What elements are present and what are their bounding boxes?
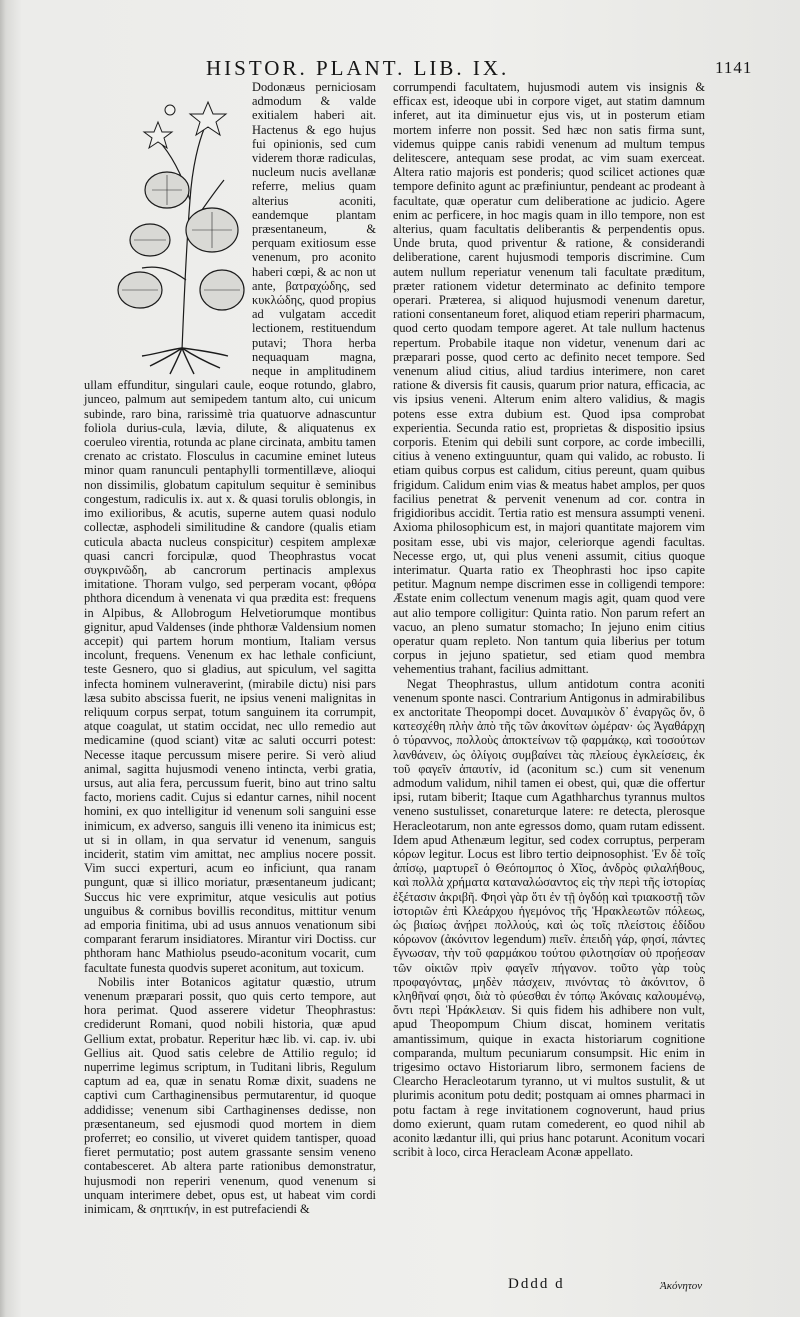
plant-illustration [112,80,246,376]
running-title: HISTOR. PLANT. LIB. IX. [206,56,510,80]
catchword: Ἀκόνητον [660,1280,703,1292]
left-column [84,80,376,1216]
right-paragraph-2: Negat Theophrastus, ullum antidotum contra aconiti venenum sponte nasci. Contrarium Antigonus in admirabilibus ex anctoritate Theopompi docet. Δυναμικὸν δ᾽ ἐναργῶς ὄν, ὃ κατεσχέθη πλὴν ἀπὸ τῆς τῶν ἀκονίτων ὠμέραν· ὡς Ἀγαθάρχη ὁ τύραννος, πολλοὺς ἀποκτείνων τῷ φαρμάκῳ, καὶ τοσούτων λανθάνειν, ὡς ὀλίγοις συμβαίνει τὰς πλείους ἐγκλείσεις, ἐκ τοῦ φαγεῖν ἀπαυτίν, id (aconitum sc.) cum sit venenum admodum validum, nihil tamen ei obest, qui, quæ die offertur ipsi, rutam biberit; Itaque cum Agathharchus tyrannus multos veneno sustulisset, conareturque latere: re detecta, plerosque Heracleotarum, non ante egressos domo, quam rutam edissent. Idem apud Athenæum legitur, sed codex corruptus, perperam κόρων legitur. Locus est libro tertio deipnosophist. Ἐν δὲ τοῖς ἀπίσῳ, μαρτυρεῖ ὁ Θεόπομπος ὁ Χῖος, ἀνδρὸς φιλαλήθους, καὶ πολλὰ χρήματα καταναλώσαντος εἰς τὴν περὶ τῆς ἱστορίας ἐξέτασιν ἀκριβῆ. Φησὶ γὰρ ὅτι ἐν τῇ ὀγδόῃ καὶ τριακοστῇ τῶν ἱστοριῶν ἐπὶ Κλεάρχου ἡγεμόνος τῆς Ἡρακλεωτῶν πόλεως, ὡς βιαίως ἀνῄρει πολλούς, καὶ ὡς τοῖς πλείστοις ἐδίδου κόρωνον (ἀκόνιτον legendum) πιεῖν. ἐπειδὴ γάρ, φησί, πάντες ἔγνωσαν, τὴν τοῦ φαρμάκου τούτου φιλοτησίαν οὐ προῄεσαν τῶν οἰκιῶν πρὶν φαγεῖν πήγανον. τοῦτο γὰρ τοὺς προφαγόντας, μηδὲν πάσχειν, πινόντας τὸ ἀκόνιτον, ὃ κληθῆναί φησι, διὰ τὸ φύεσθαι ἐν τόπῳ Ἀκόναις καλουμένῳ, ὄντι περὶ Ἡράκλειαν. Si quis fidem his adhibere non vult, apud Theopompum Chium discat, hominem veritatis amantissimum, quique in exacta historiarum cognitione comparanda, multum pecuniarum consumpsit. Hic enim in trigesimo octavo Historiarum libro, sermonem faciens de Clearcho Heracleotarum tyranno, ut vi multos sustulit, & ut plurimis aconitum potu dedit; postquam ai omnes pharmaci in potu factam à rege invitationem cognoverunt, haud prius domo exierunt, quam rutam comederent, eo quod nihil ab aconito lædantur illi, qui prius hanc potarunt. Aconitum vocari scribit à loco, circa Heracleam Aconæ appellato. [393,676,705,1160]
right-column [393,80,705,1159]
right-paragraph-1: corrumpendi facultatem, hujusmodi autem vis insignis & efficax est, ideoque ubi in corpore viget, aut statim damnum inferet, aut ita diminuetur ejus vis, ut in posterum etiam mortem inferre non possit. Sed hæc non satis firma sunt, videmus quippe canis rabidi venenum ad multum tempus delitescere, antequam sese prodat, ac vim suam exerceat. Altera ratio majoris est ponderis; quod scilicet actiones quæ tempore definito agunt ac præfiniuntur, pendeant ac prodeant à facultate, quæ operatur cum deliberatione ac judicio. Agere enim ac perficere, in hoc magis quam in illo tempore, non est alterius, quam facultatis deliberantis & perpendentis opus. Unde bruta, quod priventur & ratione, & considerandi deliberatione, carent hujusmodi temporis discrimine. Cum autem nullum reperiatur venenum tali facultate præditum, præter rationem videtur determinato ac definito tempore operari. Præterea, si aliquod hujusmodi venenum daretur, rationi consentaneum foret, aliquod etiam reperiri pharmacum, quod certo quodam tempore ageret. At tale nullum hactenus repertum. Probabile itaque non videtur, venenum dari ac præparari posse, quod certo ac definito necet tempore. Sed venenum aliud citius, aliud tardius interimere, non caret ratione & diversis fit causis, quarum prior natura, efficacia, ac vis ipsius veneni. Alterum enim altero validius, & magis potens esse extra dubium est. Quod ipsa comprobat experientia. Secunda ratio est, proprietas & dispositio ipsius corporis. Etenim qui debili sunt corpore, ac corde imbecilli, citius à veneno extinguuntur, quam qui valido, ac robusto. Ii etiam quibus corpus est calidum, citius pereunt, quam quibus frigidum. Calidum enim vias & meatus habet amplos, per quos facilius penetrat & pervenit venenum ad cor. contra in frigidioribus accidit. Tertia ratio est mensura assumpti veneni. Axioma philosophicum est, in majori quantitate majorem vim positam esse, ubi vis major, celeriorque agendi facultas. Necesse ergo, ut, qui plus veneni assumit, citius quoque interimatur. Quarta ratio ex Theophrasti hoc ipso capite petitur. Magnum nempe discrimen esse in colligendi tempore: Æstate enim collectum venenum magis agit, quam quod vere aut alio tempore colligitur: Quinta ratio. Non parum refert an vacuo, an pleno sumatur stomacho; In jejuno enim citius operatur quam repleto. Non tantum quia liberius per totum corpus in jejuno spatietur, sed etiam quod membra vehementius trahant, facilius admittant. [393,80,705,677]
left-paragraph-2: Nobilis inter Botanicos agitatur quæstio, utrum venenum præparari possit, quo quis certo tempore, aut hora perimat. Quod asserere videtur Theophrastus: crediderunt Romani, quod nobili historia, quæ apud Gellium extat, probatur. Reperitur hæc lib. vi. cap. iv. ubi Gellius ait. Quod satis celebre de Attilio regulo; id nuperrime legimus scriptum, in Tuditani libris, Regulum captum ad ea, quæ in senatu Romæ dixit, suadens ne captivi cum Carthaginensibus permutarentur, id quoque addidisse; venenum sibi Carthaginenses dedisse, non præsentaneum, sed ejusmodi quod mortem in diem proferret; eo consilio, ut viveret quidem tantisper, quoad fieret permutatio; post autem grassante sensim veneno contabesceret. Ab altera parte rationibus demonstratur, hujusmodi non reperiri venenum, quod venenum si unquam interimere debet, opus est, ut habeat vim cordi inimicam, & σηπτικήν, in est putrefaciendi & [84,974,376,1217]
plant-woodcut-icon [112,80,246,376]
signature-mark: Dddd d [508,1276,565,1292]
left-paragraph-1: Dodonæus perniciosam admodum & valde exitialem haberi ait. Hactenus & ego hujus fui opinionis, sed cum viderem thoræ radiculas, nucleum nucis avellanæ referre, melius quam alterius aconiti, eandemque plantam præsentaneum, & perquam exitiosum esse venenum, pro aconito haberi cœpi, & ac non ut ante, βατραχώδης, sed κυκλώδης, quod propius ad vulgatam accedit lectionem, restituendum putavi; Thora herba nequaquam magna, neque in amplitudinem ullam effunditur, singulari caule, eoque rotundo, glabro, junceo, palmum aut semipedem tantum alto, cui unicum subinde, raro bina, rarissimè tria quatuorve adnascuntur foliola durius-cula, lævia, dilute, & aliquatenus ex coeruleo virentia, rotunda ac plane circinata, ambitu tamen crenato ac cristato. Flosculus in cacumine eminet luteus minor quam ranunculi pentaphylli tormentillæve, alioqui non dissimilis, globatum capitulum sequitur è seminibus congestum, radiculis ix. aut x. & quasi torulis oblongis, in imo exilioribus, & acutis, superne autem quasi nodulo collectæ, asphodeli similitudine & candore (qualis etiam cuticula abacta nucleus conspicitur) cespitem amplexæ quasi cancri forcipulæ, quod Theophrastus vocat συγκρινῶδη, ab cancrorum pertinacis amplexus imitatione. Thoram vulgo, sed perperam vocant, φθόρα phthora dicendum à venenata vi qua prædita est: frequens in Alpibus, & Allobrogum Helvetiorumque montibus gignitur, apud Valdenses (inde phthoræ Valdensium nomen accepit) qui partem horum montium, Italiam versus incolunt, frequens. Venenum ex hac lethale conficiunt, teste Gesnero, quo si gladius, aut spiculum, vel sagitta infecta hominem vulneraverint, (mirabile dictu) nisi pars læsa subito abscissa fuerit, ne ipsius veneni malignitas in reliquum corpus serpat, totum sanguinem ita corrumpit, atque coagulat, ut statim occidat, nec ullo remedio aut medicamine (quod sciant) vitæ ac saluti occurri potest: Necesse itaque percussum misere perire. Si verò aliud animal, sagitta hujusmodi veneno intincta, verbi gratia, ursus, aut alia fera, percussum fuerit, bino aut trino saltu facto, moriens cadit. Cujus si edantur carnes, nihil nocent homini, ex quo intelligitur id venenum soli sanguini esse inimicum, ex adverso, sanguis illi veneno ita inimicus est; ut si in ollam, in qua servatur id venenum, sanguis inciderit, statim vim amittat, nec amplius nocere possit. Vim succi experturi, acum eo inficiunt, qua ranam pungunt, quæ si illico moriatur, præsentaneum judicant; Succus hic vere exprimitur, atque vesiculis aut potius unguibus & cornibus bovillis reconditus, mittitur venum ad emporia finitima, ubi ad usus annuos venationum sibi comparant ferarum insidiatores. Mirantur viri Doctiss. cur phthoram hanc Mathiolus pseudo-aconitum vocarit, cum facultate funesta quodvis superet aconitum, aut toxicum. [84,80,376,975]
page-number: 1141 [715,58,753,77]
